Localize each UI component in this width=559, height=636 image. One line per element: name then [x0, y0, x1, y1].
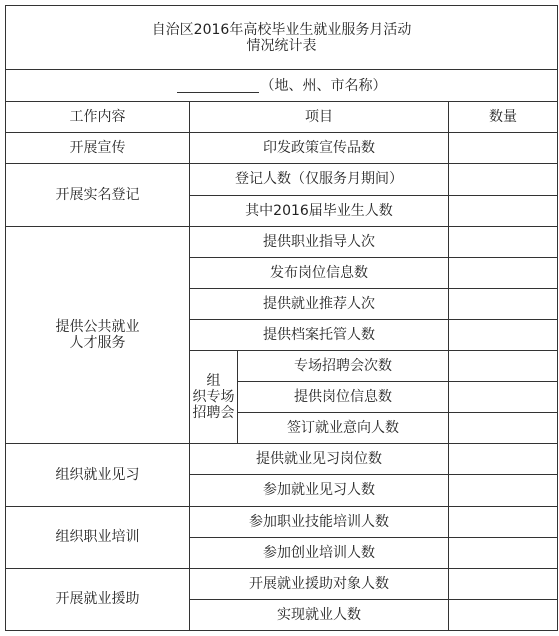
work-assistance: 开展就业援助 [6, 568, 190, 630]
qty-cell[interactable] [449, 568, 558, 599]
work-publicity: 开展宣传 [6, 133, 190, 164]
qty-cell[interactable] [449, 257, 558, 288]
region-cell [6, 70, 558, 102]
title-line-2: 情况统计表 [246, 37, 317, 54]
item-cell: 提供职业指导人次 [190, 226, 449, 257]
qty-cell[interactable] [449, 288, 558, 319]
qty-cell[interactable] [449, 413, 558, 444]
qty-cell[interactable] [449, 599, 558, 630]
statistics-table [5, 5, 558, 631]
header-work: 工作内容 [6, 102, 190, 133]
item-cell: 其中2016届毕业生人数 [190, 195, 449, 226]
work-public-service-line-2: 人才服务 [69, 335, 126, 351]
table-row [6, 164, 558, 195]
qty-cell[interactable] [449, 226, 558, 257]
qty-cell[interactable] [449, 195, 558, 226]
item-cell: 发布岗位信息数 [190, 257, 449, 288]
header-qty: 数量 [449, 102, 558, 133]
work-training: 组织职业培训 [6, 506, 190, 568]
item-cell: 提供就业推荐人次 [190, 288, 449, 319]
item-cell: 实现就业人数 [190, 599, 449, 630]
item-cell: 印发政策宣传品数 [190, 133, 449, 164]
item-cell: 登记人数（仅服务月期间） [190, 164, 449, 195]
fair-label-line-3: 招聘会 [192, 405, 235, 422]
qty-cell[interactable] [449, 537, 558, 568]
work-registration: 开展实名登记 [6, 164, 190, 226]
statistics-form [5, 5, 557, 631]
work-public-service [6, 226, 190, 444]
title-line-1: 自治区2016年高校毕业生就业服务月活动 [151, 21, 412, 38]
work-public-service-line-1: 提供公共就业 [55, 318, 140, 335]
qty-cell[interactable] [449, 319, 558, 350]
qty-cell[interactable] [449, 506, 558, 537]
header-row [6, 102, 558, 133]
qty-cell[interactable] [449, 382, 558, 413]
qty-cell[interactable] [449, 475, 558, 506]
qty-cell[interactable] [449, 133, 558, 164]
region-blank-line[interactable] [177, 78, 259, 93]
table-row [6, 226, 558, 257]
item-cell: 参加职业技能培训人数 [190, 506, 449, 537]
fair-label-line-1: 组 [206, 373, 221, 390]
qty-cell[interactable] [449, 444, 558, 475]
work-internship: 组织就业见习 [6, 444, 190, 506]
table-row [6, 506, 558, 537]
item-cell: 专场招聘会次数 [238, 351, 449, 382]
item-cell: 参加创业培训人数 [190, 537, 449, 568]
qty-cell[interactable] [449, 351, 558, 382]
table-row [6, 133, 558, 164]
item-cell: 签订就业意向人数 [238, 413, 449, 444]
item-cell: 参加就业见习人数 [190, 475, 449, 506]
fair-label [190, 351, 238, 444]
header-item: 项目 [190, 102, 449, 133]
table-row [6, 568, 558, 599]
title-row [6, 6, 558, 70]
region-label: （地、州、市名称） [260, 77, 387, 94]
item-cell: 提供就业见习岗位数 [190, 444, 449, 475]
item-cell: 提供档案托管人数 [190, 319, 449, 350]
item-cell: 提供岗位信息数 [238, 382, 449, 413]
table-title [6, 6, 558, 70]
table-row [6, 444, 558, 475]
fair-label-line-2: 织专场 [192, 389, 235, 406]
item-cell: 开展就业援助对象人数 [190, 568, 449, 599]
region-row [6, 70, 558, 102]
qty-cell[interactable] [449, 164, 558, 195]
